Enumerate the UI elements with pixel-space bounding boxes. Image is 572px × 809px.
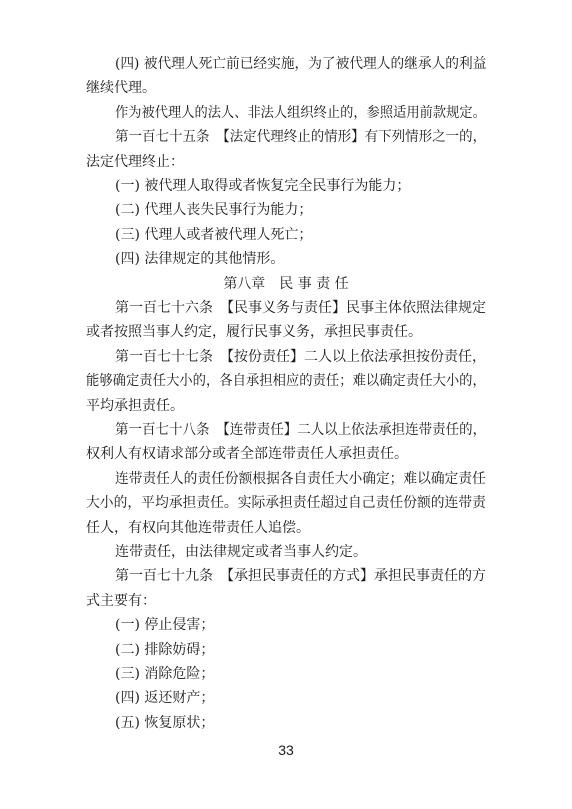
text-line: 连带责任，由法律规定或者当事人约定。 — [115, 544, 367, 560]
list-item: (三) 消除危险； — [115, 666, 215, 682]
list-item: (三) 代理人或者被代理人死亡； — [115, 226, 313, 243]
list-item: (一) 停止侵害； — [115, 617, 215, 634]
text-line: 式主要有： — [86, 592, 156, 609]
list-item: (二) 代理人丧失民事行为能力； — [115, 202, 313, 219]
text-line: 继续代理。 — [86, 80, 156, 97]
text-line: 大小的，平均承担责任。实际承担责任超过自己责任份额的连带责 — [86, 495, 486, 512]
chapter-heading: 第八章 民 事 责 任 — [223, 275, 349, 292]
article-176: 第一百七十六条 【民事义务与责任】民事主体依照法律规定 — [115, 300, 486, 316]
text-line: 任人，有权向其他连带责任人追偿。 — [86, 519, 310, 536]
page-number: 33 — [278, 742, 294, 758]
text-line: 法定代理终止： — [86, 153, 184, 170]
text-line: 连带责任人的责任份额根据各自责任大小确定；难以确定责任 — [115, 470, 486, 487]
text-line: 权利人有权请求部分或者全部连带责任人承担责任。 — [86, 446, 408, 463]
list-item: (四) 返还财产； — [115, 690, 215, 707]
text-line: (四) 被代理人死亡前已经实施，为了被代理人的继承人的利益 — [115, 56, 487, 72]
list-item: (二) 排除妨碍； — [115, 641, 215, 658]
text-line: 作为被代理人的法人、非法人组织终止的，参照适用前款规定。 — [115, 104, 486, 121]
article-178: 第一百七十八条 【连带责任】二人以上依法承担连带责任的， — [115, 422, 487, 438]
list-item: (一) 被代理人取得或者恢复完全民事行为能力； — [115, 178, 411, 194]
article-179: 第一百七十九条 【承担民事责任的方式】承担民事责任的方 — [115, 568, 486, 585]
text-line: 或者按照当事人约定，履行民事义务，承担民事责任。 — [86, 324, 422, 341]
text-line: 能够确定责任大小的，各自承担相应的责任；难以确定责任大小的， — [86, 373, 486, 390]
list-item: (五) 恢复原状； — [115, 714, 215, 731]
article-175: 第一百七十五条 【法定代理终止的情形】有下列情形之一的， — [115, 129, 487, 146]
article-177: 第一百七十七条 【按份责任】二人以上依法承担按份责任， — [115, 348, 486, 365]
text-line: 平均承担责任。 — [86, 397, 184, 414]
list-item: (四) 法律规定的其他情形。 — [115, 251, 285, 268]
